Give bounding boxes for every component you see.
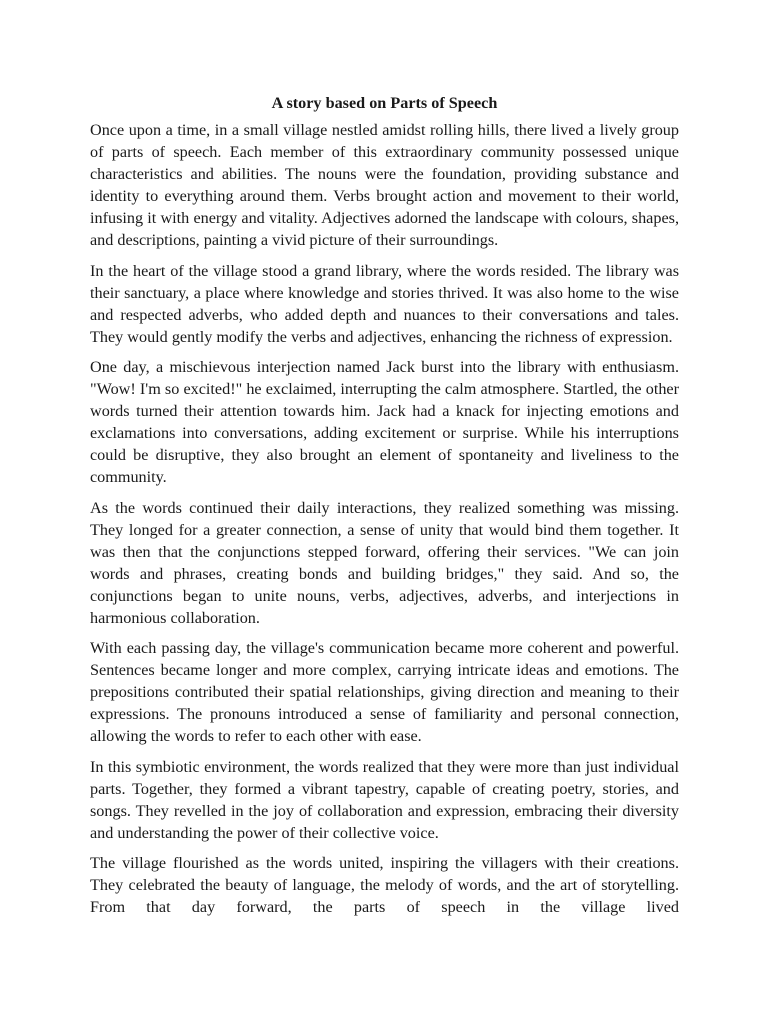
paragraph-4: As the words continued their daily interactions, they realized something was missing. They longed for a greater connection, a sense of unity that would bind them together. It was then that the conjunctions stepped forward, offering their services. "We can join words and phrases, creating bonds and building bridges," they said. And so, the conjunctions began to unite nouns, verbs, adjectives, adverbs, and interjections in harmonious collaboration. [90,498,679,627]
document-title: A story based on Parts of Speech [271,94,498,112]
document-page [90,92,679,926]
paragraph-7: The village flourished as the words united, inspiring the villagers with their creations. They celebrated the beauty of language, the melody of words, and the art of storytelling. From that day forward, the parts of speech in the village lived [90,853,679,917]
paragraph-5: With each passing day, the village's communication became more coherent and powerful. Sentences became longer and more complex, carrying intricate ideas and emotions. The prepositions contributed their spatial relationships, giving direction and meaning to their expressions. The pronouns introduced a sense of familiarity and personal connection, allowing the words to refer to each other with ease. [90,639,679,746]
paragraph-3: One day, a mischievous interjection named Jack burst into the library with enthusiasm. "Wow! I'm so excited!" he exclaimed, interrupting the calm atmosphere. Startled, the other words turned their attention towards him. Jack had a knack for injecting emotions and exclamations into conversations, adding excitement or surprise. While his interruptions could be disruptive, they also brought an element of spontaneity and liveliness to the community. [90,357,679,487]
paragraph-2: In the heart of the village stood a grand library, where the words resided. The library was their sanctuary, a place where knowledge and stories thrived. It was also home to the wise and respected adverbs, who added depth and nuances to their conversations and tales. They would gently modify the verbs and adjectives, enhancing the richness of expression. [90,261,679,346]
paragraph-6: In this symbiotic environment, the words realized that they were more than just individual parts. Together, they formed a vibrant tapestry, capable of creating poetry, stories, and songs. They revelled in the joy of collaboration and expression, embracing their diversity and understanding the power of their collective voice. [90,757,679,842]
paragraph-1: Once upon a time, in a small village nestled amidst rolling hills, there lived a lively group of parts of speech. Each member of this extraordinary community possessed unique characteristics and abilities. The nouns were the foundation, providing substance and identity to everything around them. Verbs brought action and movement to their world, infusing it with energy and vitality. Adjectives adorned the landscape with colours, shapes, and descriptions, painting a vivid picture of their surroundings. [90,121,679,250]
